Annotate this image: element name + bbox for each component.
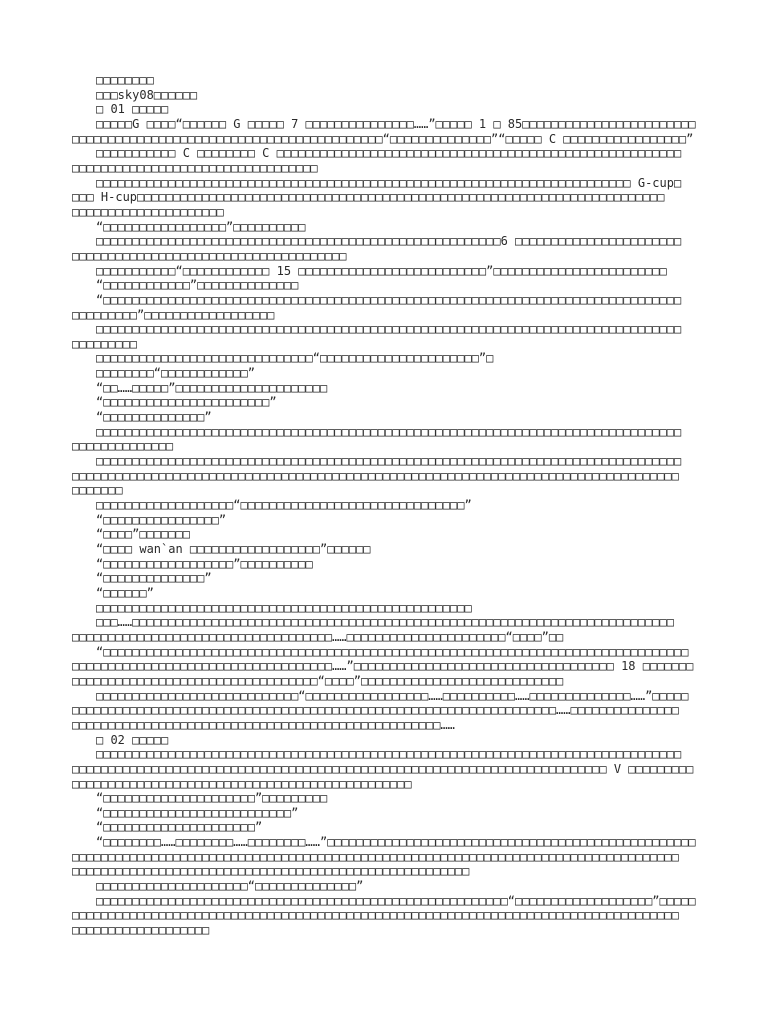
paragraph-line: “□□□□□□□□□□□□”□□□□□□□□□□□□□□ (96, 278, 299, 293)
paragraph-line: “□□□□□□□□□□□□□□□□□□□□□”□□□□□□□□□ (96, 791, 328, 806)
paragraph-line: “□□□□□□□□□□□□□□□□□□”□□□□□□□□□□ (96, 556, 313, 571)
paragraph-line: □□□ H-cup□□□□□□□□□□□□□□□□□□□□□□□□□□□□□□□□□□□□□□□□□□□□□□□□□□□□□□□□□□□□□□□□□□□□□□□□□ (72, 190, 665, 205)
document-title: □□□□□□□□ (96, 73, 154, 87)
paragraph-line: □□□□□□□□□□□□□□□□□□□□□□□□□□□□□□□□□□□□□□□□□□□□□□□□□□□□ (96, 600, 472, 615)
paragraph-line: □□□……□□□□□□□□□□□□□□□□□□□□□□□□□□□□□□□□□□□□□□□□□□□□□□□□□□□□□□□□□□□□□□□□□□□□□□□□□□□ (96, 615, 674, 630)
paragraph-line: □□□□□□□□□□□□□□□□□□□□□□□□□□□□□□“□□□□□□□□□□□□□□□□□□□□□□”□ (96, 351, 494, 366)
paragraph-line: □□□□□□□□□□□□□□□□□□□“□□□□□□□□□□□□□□□□□□□□□□□□□□□□□□□” (96, 498, 472, 513)
paragraph-line: □□□□□□□□□□□□□□□□□□□□□□□□□□□□□□□□□□□□□□□□□□□□□□□□□□□□□□□□□□□□□□□□□□□□□□□□□□□□□□□□□ (96, 747, 682, 762)
paragraph-line: □□□□□□□□□□□□□□□□□□□□□□□□□□□□□□□□□□□□……”□□□□□□□□□□□□□□□□□□□□□□□□□□□□□□□□□□□□ 18 □□□□□□□ (72, 659, 694, 674)
section-heading: □ 02 □□□□□ (96, 732, 169, 747)
paragraph-line: □□□□□□□□□□□□□□□□□□□□□□□□□□□□□□□□□□□□□□□□□□□□□□□□□□□□□□□□□“□□□□□□□□□□□□□□□□□□□”□□□□□ (96, 893, 696, 908)
paragraph-line: “□□□□□□□□□□□□□□□□□□□□□□□□□□” (96, 805, 299, 820)
paragraph-line: □□□□□G □□□□“□□□□□□ G □□□□□ 7 □□□□□□□□□□□□□□□……”□□□□□ 1 □ 85□□□□□□□□□□□□□□□□□□□□□□□□ (96, 116, 696, 131)
paragraph-line: □□□□□□□□□□□□□□□□□□□□□□□□□□□□□□□□□□□□□□□□□□□□□□□□□□□□□□□□□□□□□□□□□□□……□□□□□□□□□□□□□□□ (72, 703, 679, 718)
section-heading: □ 01 □□□□□ (96, 102, 169, 117)
paragraph-line: □□□□□□□□□□□□□□ (72, 439, 174, 454)
paragraph-line: “□□□□□□□□……□□□□□□□□……□□□□□□□□……”□□□□□□□□□□□□□□□□□□□□□□□□□□□□□□□□□□□□□□□□□□□□□□□□□□□ (96, 835, 696, 850)
paragraph-line: □□□□□□□□□□□□□□□□□□□□□□□□□□□□□□□□□□□□□□ (72, 248, 347, 263)
document-page (72, 73, 712, 938)
paragraph-line: □□□□□□□□□□□□□□□□□□□□□□□□□□□□□□□□□□□□□□□□□□□□□□□□□□□□□□□□□□□□□□□□□□□□□□□□□□□□□□□□□□□□ (72, 908, 679, 923)
paragraph-line: □□□□□□□□□”□□□□□□□□□□□□□□□□□□ (72, 307, 275, 322)
paragraph-line: □□□□□□□□□□□□□□□□□□□□□□□□□□□□□□□□□□“□□□□”□□□□□□□□□□□□□□□□□□□□□□□□□□□□ (72, 673, 564, 688)
paragraph-line: □□□□□□□□□□□□□□□□□□□□□□□□□□□□□□□□□□□□□□□□□□□□□□□□□□□□□□□ (72, 864, 470, 879)
paragraph-line: □□□□□□□□□□□□□□□□□□□□□□□□□□□□□□□□□□□□□□□□□□□□□□□□□□□□□□□□□□□□□□□□□□□□□□□□□□□□□□□□□ (96, 424, 682, 439)
paragraph-line: “□□□□”□□□□□□□ (96, 527, 190, 542)
paragraph-line: “□□□□□□□□□□□□□□□□□”□□□□□□□□□□ (96, 219, 306, 234)
paragraph-line: □□□□□□□□□□□□□□□□□□□□□□□□□□□□□□□□□□□□□□□□□□□□□□□□□□□□□□□□6 □□□□□□□□□□□□□□□□□□□□□□□ (96, 234, 682, 249)
paragraph-line: □□□□□□□□□□□□□□□□□□□□□□□□□□□□□□□□□□□□□□□□□□□□□□□ (72, 776, 412, 791)
paragraph-line: “□□……□□□□□”□□□□□□□□□□□□□□□□□□□□□ (96, 380, 328, 395)
paragraph-line: □□□□□□□□□□□□□□□□□□□□□□□□□□□□□□□□□□□□□□□□□□□□□□□□□□□□□□□□□□□□□□□□□□□□□□□□□□□□□□□□□□□□ (72, 849, 679, 864)
paragraph-line: □□□□□□□□□□□□□□□□□□□□□□□□□□□□□□□□□□□□□□□□□□□□□□□□□□□□□□□□□□□□□□□□□□□□□□□□□□ V □□□□□□□□□ (72, 761, 694, 776)
paragraph-line: “□□□□□□□□□□□□□□□□” (96, 512, 227, 527)
paragraph-line: □□□□□□□□□□□□□□□□□□□□□□□□□□□□□□□□□□□□□□□□□□□“□□□□□□□□□□□□□□”“□□□□□ C □□□□□□□□□□□□□□□□□” (72, 131, 694, 146)
paragraph-line: □□□□□□□□□□□□□□□□□□□□□□□□□□□□□□□□□□□□□□□□□□□□□□□□□□□□□□□□□□□□□□□□□□□□□□□□□□□□□□□□□ (96, 454, 682, 469)
paragraph-line: □□□□□□□□□□□□□□□□□□□□□ (72, 204, 224, 219)
paragraph-line: □□□□□□□□□□□□□□□□□□□□□□□□□□□□□□□□□□□□□□□□□□□□□□□□□□□□□□□□□□□□□□□□□□□□□□□□□□□□□□□□□□□□ (72, 468, 679, 483)
paragraph-line: □□□□□□□□“□□□□□□□□□□□□” (96, 366, 255, 381)
paragraph-line: □□□□□□□□□□□“□□□□□□□□□□□□ 15 □□□□□□□□□□□□□□□□□□□□□□□□□□”□□□□□□□□□□□□□□□□□□□□□□□□ (96, 263, 667, 278)
paragraph-line: □□□□□□□□□□□□□□□□□□□□□□□□□□□□□□□□□□ (72, 160, 318, 175)
paragraph-line: □□□□□□□□□□□□□□□□□□□□□□□□□□□□□□□□□□□□□□□□□□□□□□□□□□□□□□□□□□□□□□□□□□□□□□□□□□□□□□□□□ (96, 322, 682, 337)
paragraph-line: □□□□□□□□□ (72, 336, 138, 351)
paragraph-line: “□□□□□□□□□□□□□□□□□□□□□□□□□□□□□□□□□□□□□□□□□□□□□□□□□□□□□□□□□□□□□□□□□□□□□□□□□□□□□□□□ (96, 292, 682, 307)
paragraph-line: □□□□□□□□□□□□□□□□□□□□□□□□□□□□□□□□□□□□□□□□□□□□□□□□□□□…… (72, 717, 455, 732)
paragraph-line: □□□□□□□ (72, 483, 123, 498)
paragraph-line: □□□□□□□□□□□□□□□□□□□ (72, 923, 210, 938)
paragraph-line: “□□□□ wan`an □□□□□□□□□□□□□□□□□□”□□□□□□ (96, 542, 371, 556)
paragraph-line: “□□□□□□□□□□□□□□□□□□□□□□□□□□□□□□□□□□□□□□□□□□□□□□□□□□□□□□□□□□□□□□□□□□□□□□□□□□□□□□□□□ (96, 644, 689, 659)
paragraph-line: □□□□□□□□□□□□□□□□□□□□□□□□□□□□□□□□□□□□□□□□□□□□□□□□□□□□□□□□□□□□□□□□□□□□□□□□□□ G-cup□ (96, 175, 682, 190)
paragraph-line: “□□□□□□□□□□□□□□” (96, 410, 212, 425)
paragraph-line: “□□□□□□□□□□□□□□□□□□□□□” (96, 820, 263, 835)
paragraph-line: “□□□□□□” (96, 585, 154, 600)
paragraph-line: □□□□□□□□□□□ C □□□□□□□□ C □□□□□□□□□□□□□□□□□□□□□□□□□□□□□□□□□□□□□□□□□□□□□□□□□□□□□□□□ (96, 146, 682, 161)
paragraph-line: “□□□□□□□□□□□□□□□□□□□□□□□” (96, 395, 277, 410)
paragraph-line: □□□□□□□□□□□□□□□□□□□□□“□□□□□□□□□□□□□□” (96, 879, 364, 894)
paragraph-line: □□□□□□□□□□□□□□□□□□□□□□□□□□□□“□□□□□□□□□□□□□□□□□……□□□□□□□□□□……□□□□□□□□□□□□□□……”□□□□□ (96, 688, 689, 703)
paragraph-line: “□□□□□□□□□□□□□□” (96, 571, 212, 586)
author-byline: □□□sky08□□□□□□ (96, 87, 198, 102)
paragraph-line: □□□□□□□□□□□□□□□□□□□□□□□□□□□□□□□□□□□□……□□□□□□□□□□□□□□□□□□□□□□“□□□□”□□ (72, 629, 564, 644)
